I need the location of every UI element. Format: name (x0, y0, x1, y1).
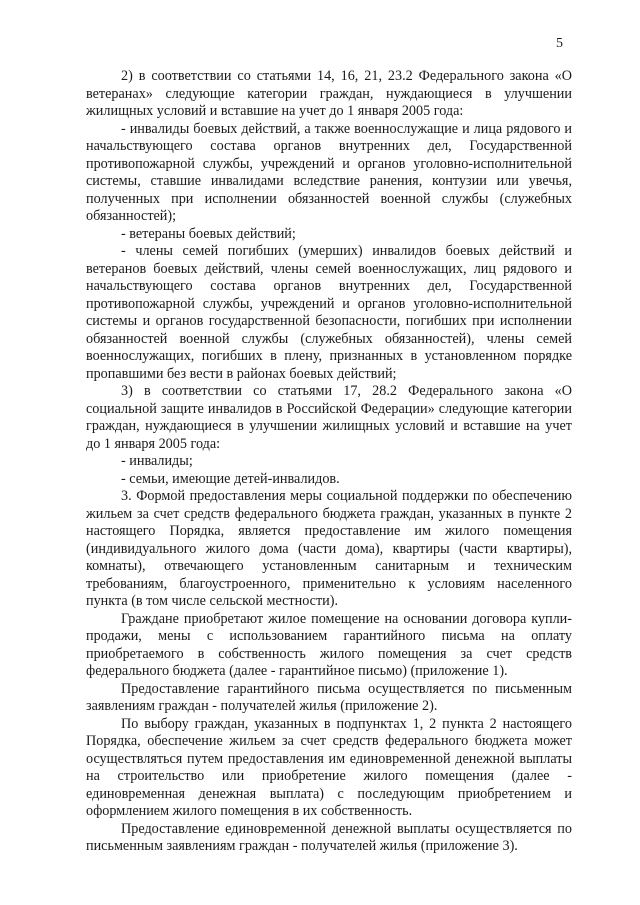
page-number: 5 (556, 36, 563, 51)
paragraph-combat-invalids: - инвалиды боевых действий, а также военнослужащие и лица рядового и начальствующего состава органов внутренних дел, Государственной противопожарной службы, учреждений и органов уголовно-исполнительной системы, ставшие инвалидами вследствие ранения, контузии или увечья, полученных при исполнении обязанностей военной службы (служебных обязанностей); (86, 120, 572, 224)
paragraph-guarantee-letter: Предоставление гарантийного письма осуществляется по письменным заявлениям граждан - получателей жилья (приложение 2). (86, 680, 572, 714)
paragraph-payment-application: Предоставление единовременной денежной выплаты осуществляется по письменным заявлениям граждан - получателей жилья (приложение 3). (86, 820, 572, 854)
paragraph-combat-veterans: - ветераны боевых действий; (121, 225, 296, 242)
paragraph-veterans-law: 2) в соответствии со статьями 14, 16, 21, 23.2 Федерального закона «О ветеранах» следующие категории граждан, нуждающиеся в улучшении жилищных условий и вставшие на учет до 1 января 2005 года: (86, 68, 572, 119)
paragraph-family-members: - члены семей погибших (умерших) инвалидов боевых действий и ветеранов боевых действий, члены семей военнослужащих, лиц рядового и начальствующего состава органов внутренних дел, Государственной противопожарной службы, учреждений и органов уголовно-исполнительной системы и органов государственной безопасности, погибших при исполнении обязанностей военной службы (служебных обязанностей), члены семей военнослужащих, погибших в плену, признанных в установленном порядке пропавшими без вести в районах боевых действий; (86, 243, 572, 382)
paragraph-disabled-protection-law: 3) в соответствии со статьями 17, 28.2 Федерального закона «О социальной защите инвалидов в Российской Федерации» следующие категории граждан, нуждающиеся в улучшении жилищных условий и вставшие на учет до 1 января 2005 года: (86, 383, 572, 452)
paragraph-invalids: - инвалиды; (121, 453, 193, 469)
paragraph-families-disabled-children: - семьи, имеющие детей-инвалидов. (121, 470, 340, 487)
paragraph-one-time-payment: По выбору граждан, указанных в подпунктах 1, 2 пункта 2 настоящего Порядка, обеспечение жильем за счет средств федерального бюджета может осуществляться путем предоставления им единовременной денежной выплаты на строительство или приобретение жилого помещения (далее - единовременная денежная выплата) с последующим приобретением и оформлением жилого помещения в их собственность. (86, 715, 572, 819)
paragraph-purchase-agreement: Граждане приобретают жилое помещение на основании договора купли-продажи, мены с использованием гарантийного письма на оплату приобретаемого в собственность жилого помещения за счет средств федерального бюджета (далее - гарантийное письмо) (приложение 1). (86, 610, 572, 679)
paragraph-item-3: 3. Формой предоставления меры социальной поддержки по обеспечению жильем за счет средств федерального бюджета граждан, указанных в пункте 2 настоящего Порядка, является предоставление им жилого помещения (индивидуального жилого дома (части дома), квартиры (части квартиры), комнаты), отвечающего установленным санитарным и техническим требованиям, благоустроенного, применительно к условиям населенного пункта (в том числе сельской местности). (86, 488, 572, 609)
document-body (86, 68, 572, 856)
